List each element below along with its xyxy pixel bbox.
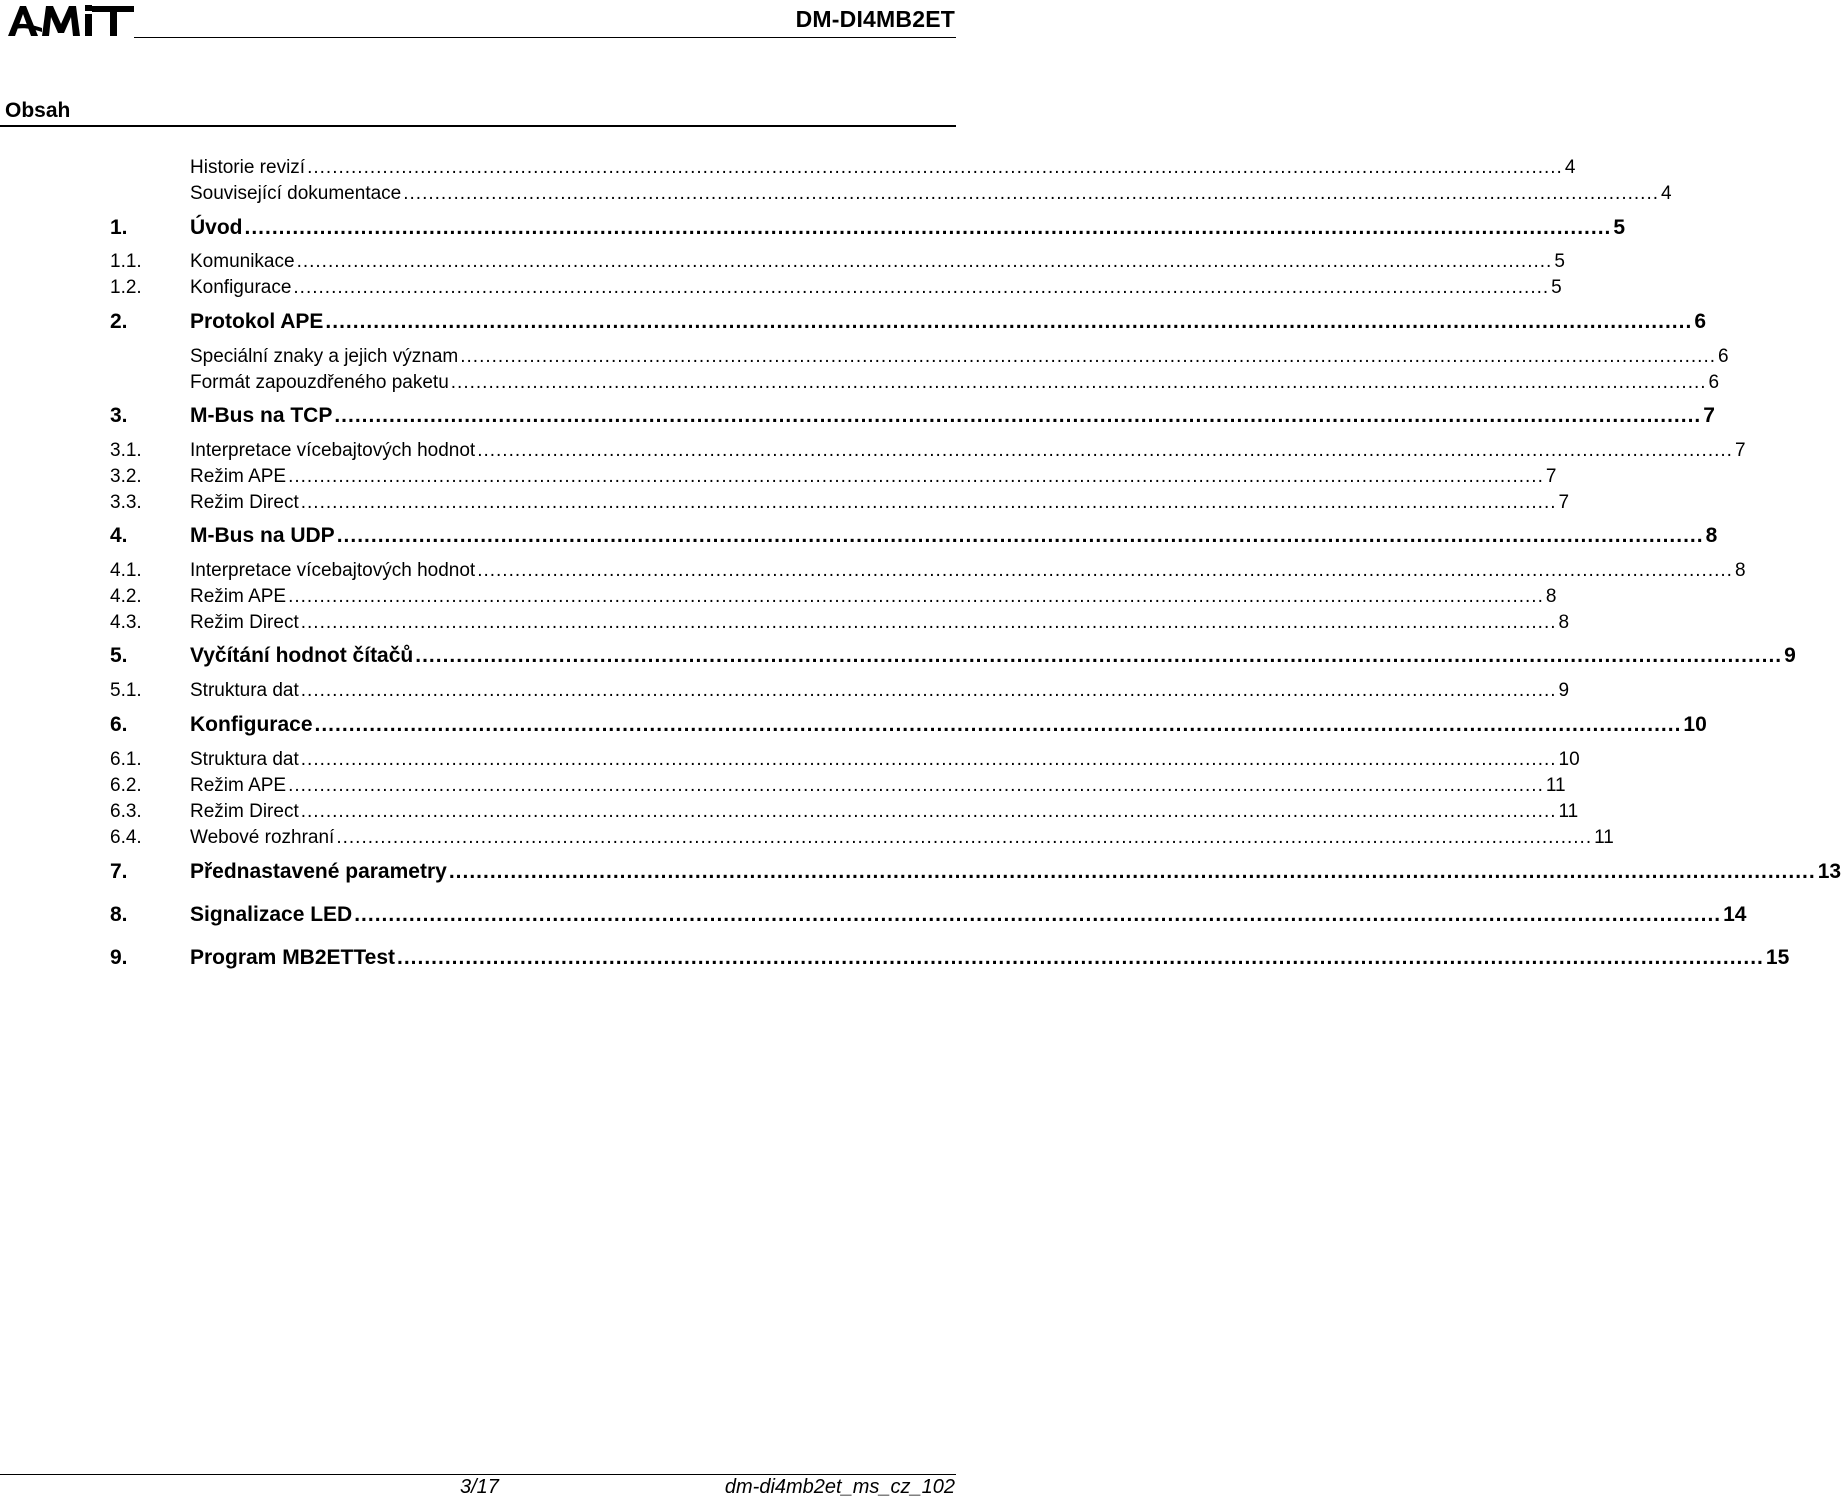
toc-dot-leader: ........................................................................................................................................................................................................ bbox=[477, 440, 1733, 461]
toc-entry-body bbox=[190, 157, 1576, 179]
toc-entry-number: 7. bbox=[110, 860, 128, 883]
toc-entry-page: 13 bbox=[1817, 860, 1841, 883]
toc-entry-body bbox=[190, 216, 1626, 240]
toc-entry-number: 3.2. bbox=[110, 466, 142, 487]
toc-entry[interactable] bbox=[0, 899, 1747, 927]
toc-entry-number: 4.2. bbox=[110, 586, 142, 607]
toc-entry-label: Formát zapouzdřeného paketu bbox=[190, 372, 449, 393]
toc-entry-page: 6 bbox=[1694, 310, 1706, 333]
toc-entry-body bbox=[190, 801, 1579, 823]
toc-dot-leader: ........................................................................................................................................................................................................ bbox=[336, 524, 1704, 547]
toc-entry[interactable] bbox=[0, 821, 1614, 849]
footer-page-number: 3/17 bbox=[460, 1476, 499, 1498]
toc-entry-page: 8 bbox=[1545, 586, 1557, 607]
toc-entry[interactable] bbox=[0, 245, 1565, 273]
toc-dot-leader: ........................................................................................................................................................................................................ bbox=[244, 216, 1612, 239]
toc-entry-number: 3.3. bbox=[110, 492, 142, 513]
footer-divider bbox=[0, 1474, 956, 1475]
toc-entry-body bbox=[190, 524, 1718, 548]
toc-entry-page: 5 bbox=[1551, 277, 1562, 298]
toc-entry-page: 8 bbox=[1558, 612, 1570, 633]
toc-entry-page: 5 bbox=[1613, 216, 1626, 239]
toc-entry-body bbox=[190, 346, 1729, 368]
toc-entry-body bbox=[190, 860, 1841, 884]
toc-entry[interactable] bbox=[0, 340, 1729, 368]
toc-entry-label: Interpretace vícebajtových hodnot bbox=[190, 440, 476, 461]
toc-entry-page: 9 bbox=[1784, 644, 1796, 667]
toc-entry-number: 4.1. bbox=[110, 560, 142, 581]
toc-entry-body bbox=[190, 372, 1720, 394]
toc-entry-body bbox=[190, 560, 1746, 582]
toc-entry[interactable] bbox=[0, 640, 1796, 668]
toc-heading: Obsah bbox=[5, 99, 71, 122]
toc-entry-number: 2. bbox=[110, 310, 128, 333]
toc-heading-divider bbox=[0, 125, 956, 127]
toc-dot-leader: ........................................................................................................................................................................................................ bbox=[300, 801, 1557, 822]
toc-entry[interactable] bbox=[0, 795, 1579, 823]
toc-entry-label: Struktura dat bbox=[190, 680, 299, 701]
toc-entry-page: 7 bbox=[1734, 440, 1746, 461]
toc-dot-leader: ........................................................................................................................................................................................................ bbox=[300, 492, 1557, 513]
toc-entry-number: 3.1. bbox=[110, 440, 142, 461]
toc-entry[interactable] bbox=[0, 434, 1746, 462]
header-divider bbox=[134, 37, 956, 38]
toc-entry-page: 8 bbox=[1705, 524, 1718, 547]
toc-dot-leader: ........................................................................................................................................................................................................ bbox=[300, 612, 1557, 633]
toc-entry[interactable] bbox=[0, 400, 1715, 428]
toc-entry-page: 11 bbox=[1558, 801, 1579, 822]
toc-entry-label: M-Bus na UDP bbox=[190, 524, 335, 547]
toc-entry[interactable] bbox=[0, 769, 1566, 797]
toc-entry-body bbox=[190, 827, 1614, 849]
toc-entry-number: 4.3. bbox=[110, 612, 142, 633]
page-header bbox=[0, 0, 960, 40]
toc-entry-number: 9. bbox=[110, 946, 128, 969]
toc-entry-number: 5.1. bbox=[110, 680, 142, 701]
toc-entry-body bbox=[190, 277, 1562, 299]
toc-entry-label: Struktura dat bbox=[190, 749, 299, 770]
toc-entry-page: 7 bbox=[1558, 492, 1570, 513]
toc-entry-label: Konfigurace bbox=[190, 713, 313, 736]
toc-entry[interactable] bbox=[0, 177, 1672, 205]
toc-entry-body bbox=[190, 775, 1566, 797]
toc-dot-leader: ........................................................................................................................................................................................................ bbox=[397, 946, 1764, 969]
toc-entry[interactable] bbox=[0, 151, 1576, 179]
toc-dot-leader: ........................................................................................................................................................................................................ bbox=[336, 827, 1593, 848]
footer-document-code: dm-di4mb2et_ms_cz_102 bbox=[724, 1476, 955, 1498]
toc-entry-label: Protokol APE bbox=[190, 310, 324, 333]
toc-entry-number: 6. bbox=[110, 713, 128, 736]
toc-entry-body bbox=[190, 466, 1557, 488]
toc-entry-page: 4 bbox=[1661, 183, 1672, 204]
toc-entry-label: Interpretace vícebajtových hodnot bbox=[190, 560, 476, 581]
toc-entry-body bbox=[190, 749, 1580, 771]
toc-entry-label: M-Bus na TCP bbox=[190, 404, 333, 427]
toc-entry-number: 1.1. bbox=[110, 251, 142, 272]
toc-entry[interactable] bbox=[0, 674, 1570, 702]
toc-entry[interactable] bbox=[0, 942, 1790, 970]
toc-dot-leader: ........................................................................................................................................................................................................ bbox=[296, 251, 1553, 272]
toc-dot-leader: ........................................................................................................................................................................................................ bbox=[415, 644, 1783, 667]
toc-entry-number: 5. bbox=[110, 644, 128, 667]
toc-entry-body bbox=[190, 946, 1790, 970]
toc-entry[interactable] bbox=[0, 554, 1746, 582]
toc-entry-page: 10 bbox=[1558, 749, 1580, 770]
toc-entry-body bbox=[190, 492, 1570, 514]
toc-entry-page: 6 bbox=[1708, 372, 1720, 393]
toc-dot-leader: ........................................................................................................................................................................................................ bbox=[325, 310, 1693, 333]
toc-dot-leader: ........................................................................................................................................................................................................ bbox=[403, 183, 1659, 204]
toc-entry-body bbox=[190, 713, 1707, 737]
toc-entry[interactable] bbox=[0, 743, 1580, 771]
toc-dot-leader: ........................................................................................................................................................................................................ bbox=[307, 157, 1563, 178]
toc-entry-page: 15 bbox=[1765, 946, 1790, 969]
toc-entry-body bbox=[190, 183, 1672, 205]
toc-entry-page: 8 bbox=[1734, 560, 1746, 581]
toc-dot-leader: ........................................................................................................................................................................................................ bbox=[288, 775, 1544, 796]
toc-entry[interactable] bbox=[0, 460, 1557, 488]
toc-entry-page: 6 bbox=[1718, 346, 1729, 367]
toc-entry-label: Režim Direct bbox=[190, 492, 299, 513]
toc-entry-number: 6.3. bbox=[110, 801, 142, 822]
toc-entry-label: Webové rozhraní bbox=[190, 827, 335, 848]
toc-entry-page: 10 bbox=[1683, 713, 1707, 736]
toc-entry-label: Vyčítání hodnot čítačů bbox=[190, 644, 414, 667]
toc-entry-number: 6.2. bbox=[110, 775, 142, 796]
toc-entry-body bbox=[190, 644, 1796, 668]
toc-entry-page: 11 bbox=[1545, 775, 1566, 796]
toc-dot-leader: ........................................................................................................................................................................................................ bbox=[354, 903, 1722, 926]
toc-dot-leader: ........................................................................................................................................................................................................ bbox=[334, 404, 1702, 427]
toc-entry-label: Úvod bbox=[190, 216, 243, 239]
toc-entry-body bbox=[190, 586, 1557, 608]
toc-entry-label: Přednastavené parametry bbox=[190, 860, 447, 883]
toc-entry-label: Speciální znaky a jejich význam bbox=[190, 346, 459, 367]
toc-entry-body bbox=[190, 404, 1715, 428]
toc-entry-body bbox=[190, 680, 1570, 702]
toc-dot-leader: ........................................................................................................................................................................................................ bbox=[450, 372, 1707, 393]
toc-entry-number: 8. bbox=[110, 903, 128, 926]
toc-entry-label: Program MB2ETTest bbox=[190, 946, 395, 969]
toc-dot-leader: ........................................................................................................................................................................................................ bbox=[477, 560, 1733, 581]
toc-entry[interactable] bbox=[0, 520, 1718, 548]
toc-entry-page: 9 bbox=[1558, 680, 1570, 701]
toc-entry-number: 1.2. bbox=[110, 277, 142, 298]
toc-dot-leader: ........................................................................................................................................................................................................ bbox=[314, 713, 1682, 736]
toc-entry[interactable] bbox=[0, 580, 1557, 608]
toc-dot-leader: ........................................................................................................................................................................................................ bbox=[460, 346, 1717, 367]
toc-entry[interactable] bbox=[0, 486, 1570, 514]
toc-entry-body bbox=[190, 612, 1570, 634]
toc-entry-body bbox=[190, 310, 1706, 334]
toc-entry-number: 3. bbox=[110, 404, 128, 427]
toc-entry-label: Signalizace LED bbox=[190, 903, 353, 926]
toc-entry-body bbox=[190, 251, 1565, 273]
toc-entry[interactable] bbox=[0, 606, 1570, 634]
toc-entry-body bbox=[190, 903, 1747, 927]
toc-dot-leader: ........................................................................................................................................................................................................ bbox=[293, 277, 1550, 298]
toc-entry-page: 7 bbox=[1545, 466, 1557, 487]
toc-entry[interactable] bbox=[0, 856, 1841, 884]
toc-entry-page: 4 bbox=[1564, 157, 1576, 178]
toc-entry-page: 5 bbox=[1554, 251, 1565, 272]
toc-entry-number: 1. bbox=[110, 216, 128, 239]
toc-entry-number: 6.1. bbox=[110, 749, 142, 770]
toc-entry[interactable] bbox=[0, 306, 1706, 334]
toc-entry-page: 14 bbox=[1723, 903, 1747, 926]
toc-entry[interactable] bbox=[0, 271, 1562, 299]
toc-entry[interactable] bbox=[0, 709, 1707, 737]
toc-entry-body bbox=[190, 440, 1746, 462]
toc-entry-label: Režim APE bbox=[190, 586, 287, 607]
toc-entry-label: Komunikace bbox=[190, 251, 295, 272]
toc-entry[interactable] bbox=[0, 212, 1626, 240]
toc-dot-leader: ........................................................................................................................................................................................................ bbox=[300, 680, 1557, 701]
toc-entry-page: 11 bbox=[1594, 827, 1614, 848]
toc-dot-leader: ........................................................................................................................................................................................................ bbox=[448, 860, 1816, 883]
toc-entry-label: Režim APE bbox=[190, 775, 287, 796]
toc-entry-page: 7 bbox=[1703, 404, 1715, 427]
toc-dot-leader: ........................................................................................................................................................................................................ bbox=[288, 586, 1544, 607]
toc-entry-number: 4. bbox=[110, 524, 128, 547]
toc-entry[interactable] bbox=[0, 366, 1720, 394]
toc-entry-number: 6.4. bbox=[110, 827, 142, 848]
toc-entry-label: Režim APE bbox=[190, 466, 287, 487]
toc-entry-label: Režim Direct bbox=[190, 801, 299, 822]
toc-entry-label: Související dokumentace bbox=[190, 183, 402, 204]
toc-entry-label: Konfigurace bbox=[190, 277, 292, 298]
document-id: DM-DI4MB2ET bbox=[795, 6, 955, 32]
toc-entry-label: Režim Direct bbox=[190, 612, 299, 633]
toc-entry-label: Historie revizí bbox=[190, 157, 306, 178]
toc-dot-leader: ........................................................................................................................................................................................................ bbox=[300, 749, 1557, 770]
amit-logo bbox=[6, 2, 136, 38]
toc-dot-leader: ........................................................................................................................................................................................................ bbox=[288, 466, 1544, 487]
